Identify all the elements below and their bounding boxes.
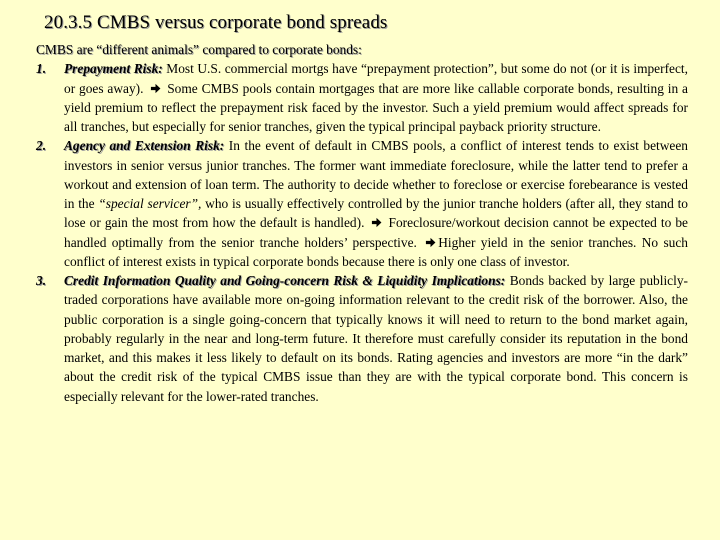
point-text: Bonds backed by large publicly-traded corporations have available more on-going information relevant to the credit risk of the borrower. Also, the public corporation is a single going-concern that typically knows it will need to return to the bond market again, probably regularly in the near and long-term future. It therefore must carefully consider its reputation in the bond market, and this makes it less likely to default on its bonds. Rating agencies and investors are more “in the dark” about the credit risk of the typical CMBS issue than they are with the typical corporate bond. This concern is especially relevant for the lower-rated tranches.: [64, 273, 688, 404]
point-credit-information-quality: [36, 271, 688, 406]
arrow-right-icon: [425, 237, 436, 248]
arrow-right-icon: [371, 217, 382, 228]
point-prepayment-risk: [36, 59, 688, 136]
point-text: Higher yield in the senior tranches. No such conflict of interest exists in typical corporate bonds because there is only one class of investor.: [64, 234, 689, 269]
arrow-right-icon: [150, 83, 161, 94]
special-servicer-term: “special servicer”,: [98, 196, 202, 211]
point-heading: Prepayment Risk:: [64, 61, 163, 77]
slide-body: [36, 40, 688, 406]
point-text: who is usually effectively controlled by the junior tranche holders (after all, they stand to lose or gain the most from how the default is handled).: [64, 196, 688, 231]
slide-title: 20.3.5 CMBS versus corporate bond spreads: [44, 12, 388, 33]
point-heading: Agency and Extension Risk:: [64, 138, 225, 154]
point-number: 3.: [36, 273, 47, 288]
points-list: [36, 59, 688, 406]
intro-line: CMBS are “different animals” compared to corporate bonds:: [36, 42, 362, 57]
point-heading: Credit Information Quality and Going-concern Risk & Liquidity Implications:: [64, 273, 506, 288]
point-text: Some CMBS pools contain mortgages that are more like callable corporate bonds, resulting in a yield premium to reflect the prepayment risk faced by the investor. Such a yield premium would affect spreads for all tranches, but especially for senior tranches, given the typical principal payback priority structure.: [64, 80, 688, 134]
point-text: Most U.S. commercial mortgs have “prepayment protection”, but some do not (or it is imperfect, or goes away).: [64, 61, 688, 96]
point-agency-extension-risk: [36, 136, 688, 271]
point-text: Foreclosure/workout decision cannot be expected to be handled optimally from the senior tranche holders’ perspective.: [64, 215, 688, 250]
point-number: 2.: [36, 138, 47, 154]
point-text: In the event of default in CMBS pools, a conflict of interest tends to exist between investors in senior versus junior tranches. The former want immediate foreclosure, while the latter tend to prefer a workout and extension of loan term. The authority to decide whether to foreclose or exercise forebearance is vested in the: [64, 138, 688, 211]
point-number: 1.: [36, 61, 47, 77]
